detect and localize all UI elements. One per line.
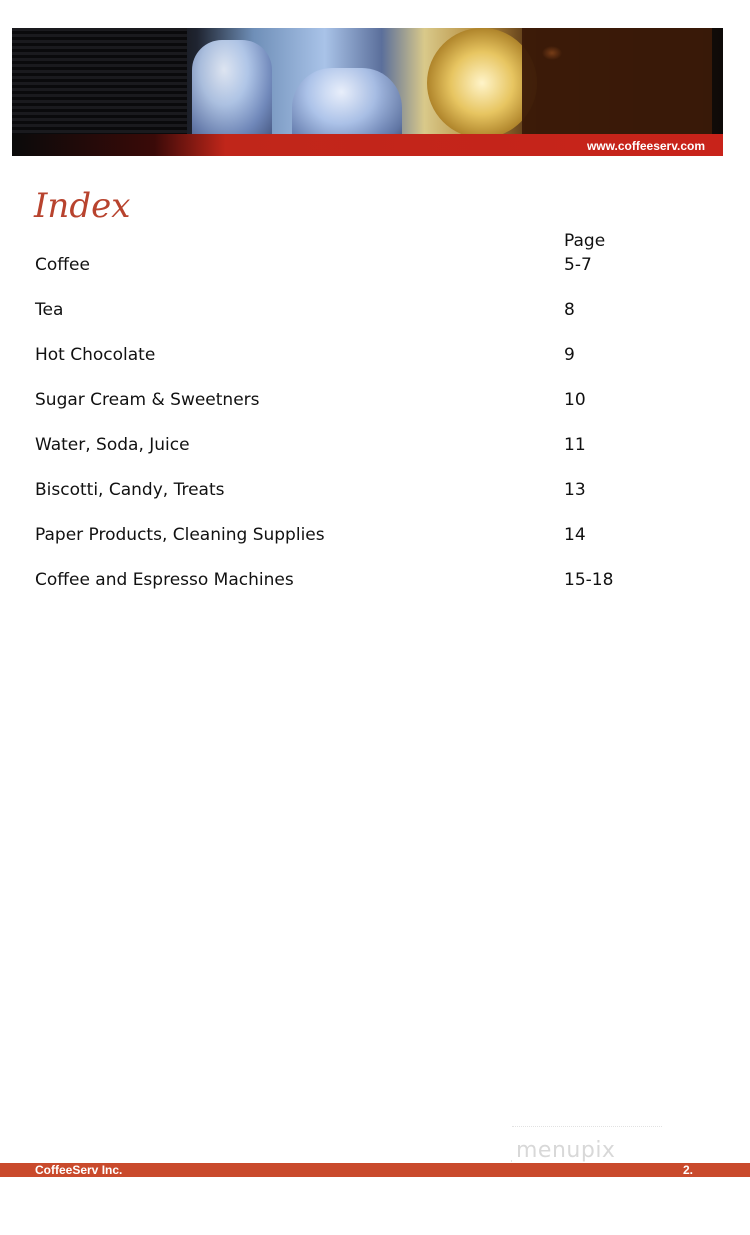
index-row xyxy=(35,388,735,433)
index-row xyxy=(35,343,735,388)
banner-red-bar xyxy=(12,134,723,156)
index-row xyxy=(35,568,735,613)
header-banner xyxy=(12,28,723,156)
index-item-label: Tea xyxy=(35,300,64,320)
index-row xyxy=(35,478,735,523)
index-item-page: 15-18 xyxy=(564,570,614,590)
index-row xyxy=(35,298,735,343)
index-item-page: 13 xyxy=(564,480,586,500)
index-item-label: Biscotti, Candy, Treats xyxy=(35,480,225,500)
index-item-page: 14 xyxy=(564,525,586,545)
watermark-divider xyxy=(512,1126,662,1127)
coffee-cup-image xyxy=(427,28,537,138)
index-item-label: Water, Soda, Juice xyxy=(35,435,190,455)
glass-jar-image xyxy=(192,40,272,140)
watermark-logo: menupix xyxy=(516,1138,616,1163)
index-item-label: Coffee xyxy=(35,255,90,275)
banner-stripes xyxy=(12,28,187,136)
footer-company-name: CoffeeServ Inc. xyxy=(35,1163,123,1177)
index-item-page: 8 xyxy=(564,300,575,320)
index-item-page: 10 xyxy=(564,390,586,410)
index-item-label: Coffee and Espresso Machines xyxy=(35,570,294,590)
index-row xyxy=(35,253,735,298)
footer-bar xyxy=(0,1163,750,1177)
coffee-beans-image xyxy=(522,28,712,138)
index-item-page: 9 xyxy=(564,345,575,365)
index-title: Index xyxy=(34,186,131,226)
index-row xyxy=(35,433,735,478)
page-column-header: Page xyxy=(564,231,606,251)
index-item-label: Sugar Cream & Sweetners xyxy=(35,390,260,410)
website-url: www.coffeeserv.com xyxy=(586,139,705,153)
index-list xyxy=(35,253,735,613)
index-row xyxy=(35,523,735,568)
index-item-label: Hot Chocolate xyxy=(35,345,156,365)
index-item-page: 5-7 xyxy=(564,255,592,275)
index-item-label: Paper Products, Cleaning Supplies xyxy=(35,525,325,545)
index-item-page: 11 xyxy=(564,435,586,455)
footer-page-number: 2. xyxy=(683,1163,694,1177)
